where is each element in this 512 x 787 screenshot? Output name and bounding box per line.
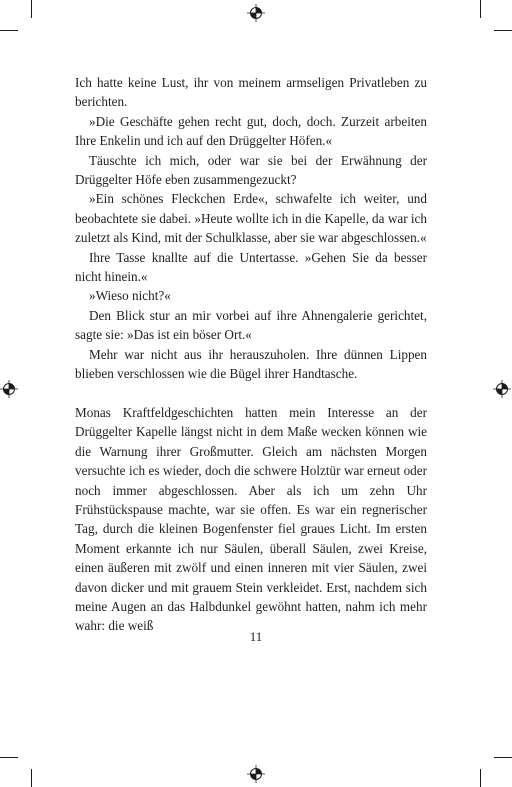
registration-mark-right (493, 380, 511, 398)
paragraph: »Wieso nicht?« (89, 288, 171, 304)
crop-mark-top-left-h (0, 30, 18, 31)
crop-mark-top-right-h (494, 30, 512, 31)
crosshair-registration-icon (0, 380, 18, 398)
page-body-text (75, 73, 427, 636)
paragraph: Täuschte ich mich, oder war sie bei der Erwähnung der Drüggelter Höfe eben zusammengezuckt? (75, 152, 427, 188)
registration-mark-bottom (247, 765, 265, 783)
paragraph: Den Blick stur an mir vorbei auf ihre Ahnengalerie gerichtet, sagte sie: »Das ist ein böser Ort.« (75, 307, 427, 343)
crosshair-registration-icon (493, 380, 511, 398)
crop-mark-bottom-left-v (31, 769, 32, 787)
registration-mark-top (247, 4, 265, 22)
crop-mark-bottom-left-h (0, 757, 18, 758)
crop-mark-top-right-v (480, 0, 481, 18)
paragraph: »Die Geschäfte gehen recht gut, doch, doch. Zurzeit arbeiten Ihre Enkelin und ich auf den Drüggelter Höfen.« (75, 113, 427, 149)
page-number: 11 (249, 629, 263, 644)
registration-mark-left (0, 380, 18, 398)
paragraph: Ihre Tasse knallte auf die Untertasse. »Gehen Sie da besser nicht hinein.« (75, 249, 427, 285)
crop-mark-bottom-right-h (494, 757, 512, 758)
paragraph: Ich hatte keine Lust, ihr von meinem armseligen Privatleben zu berichten. (75, 75, 427, 110)
crosshair-registration-icon (247, 4, 265, 22)
paragraph-after-section-break: Monas Kraftfeldgeschichten hatten mein Interesse an der Drüggelter Kapelle längst nicht in dem Maße wecken können wie die Warnung ihrer Großmutter. Gleich am nächsten Morgen versuchte ich es wieder, doch die schwere Holztür war erneut oder noch immer abgeschlossen. Aber als ich um zehn Uhr Frühstückspause machte, war sie offen. Es war ein regnerischer Tag, durch die kleinen Bogenfenster fiel graues Licht. Im ersten Moment erkannte ich nur Säulen, überall Säulen, zwei Kreise, einen äußeren mit zwölf und einen inneren mit vier Säulen, zwei davon dicker und mit grauem Stein verkleidet. Erst, nachdem sich meine Augen an das Halbdunkel gewöhnt hatten, nahm ich mehr wahr: die weiß (75, 404, 427, 634)
paragraph: Mehr war nicht aus ihr herauszuholen. Ihre dünnen Lippen blieben verschlossen wie die Bügel ihrer Handtasche. (75, 346, 427, 382)
crosshair-registration-icon (247, 765, 265, 783)
crop-mark-bottom-right-v (480, 769, 481, 787)
crop-mark-top-left-v (31, 0, 32, 18)
section-break (75, 384, 427, 403)
paragraph: »Ein schönes Fleckchen Erde«, schwafelte ich weiter, und beobachtete sie dabei. »Heute wollte ich in die Kapelle, da war ich zuletzt als Kind, mit der Schulklasse, aber sie war abgeschlossen.« (75, 191, 427, 246)
